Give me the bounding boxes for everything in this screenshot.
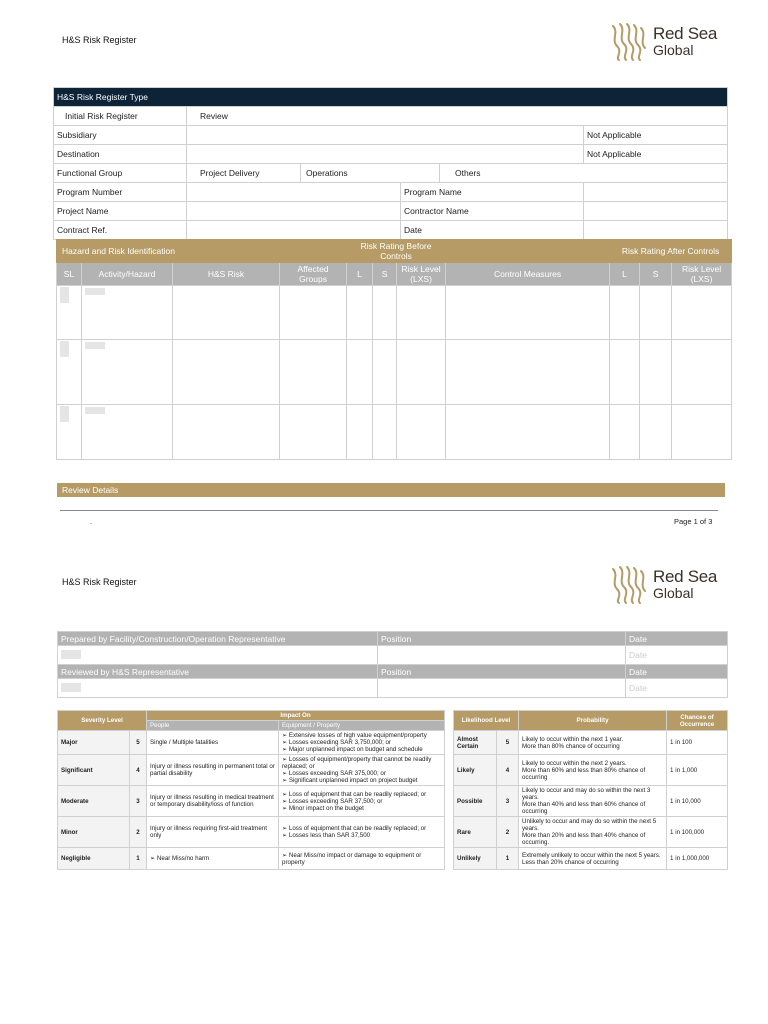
severity-number: 5 — [130, 731, 147, 755]
likelihood-name: Unlikely — [454, 848, 497, 870]
matrix-gap — [445, 711, 454, 870]
contract-ref-label: Contract Ref. — [54, 221, 187, 240]
footer-dot: . — [90, 517, 93, 526]
logo-mark-icon — [607, 22, 649, 62]
severity-name: Significant — [58, 755, 130, 786]
severity-name: Minor — [58, 817, 130, 848]
chances-header: Chances of Occurrence — [667, 711, 728, 731]
probability-header: Probability — [519, 711, 667, 731]
table-row — [57, 340, 732, 405]
option-initial-risk-register[interactable]: Initial Risk Register — [54, 107, 187, 126]
prepared-by-label: Prepared by Facility/Construction/Operation Representative — [58, 632, 378, 646]
row-risk-cell[interactable] — [173, 340, 280, 405]
severity-name: Moderate — [58, 786, 130, 817]
row-s-cell[interactable] — [373, 340, 397, 405]
severity-number: 1 — [130, 848, 147, 870]
page-title: H&S Risk Register — [62, 35, 137, 45]
reviewed-by-input[interactable] — [58, 679, 378, 698]
chance-value: 1 in 10,000 — [667, 786, 728, 817]
row-level2-cell[interactable] — [672, 286, 732, 340]
date-label: Date — [401, 221, 584, 240]
row-groups-cell[interactable] — [280, 286, 347, 340]
program-name-input[interactable] — [584, 183, 728, 202]
row-level-cell[interactable] — [397, 286, 446, 340]
probability-text: Likely to occur and may do so within the next 3 years. More than 40% and less than 60% chance of occurring — [519, 786, 667, 817]
row-controls-cell[interactable] — [446, 405, 610, 460]
matrix-row — [58, 817, 728, 848]
col-sl: SL — [57, 263, 82, 286]
chance-value: 1 in 1,000 — [667, 755, 728, 786]
likelihood-name: Likely — [454, 755, 497, 786]
signoff-table — [57, 631, 728, 698]
option-review[interactable]: Review — [187, 107, 728, 126]
row-controls-cell[interactable] — [446, 340, 610, 405]
people-impact: Injury or illness resulting in permanent total or partial disability — [147, 755, 279, 786]
destination-label: Destination — [54, 145, 187, 164]
probability-text: Likely to occur within the next 2 years. More than 60% and less than 80% chance of occurring — [519, 755, 667, 786]
matrix-row — [58, 848, 728, 870]
severity-name: Major — [58, 731, 130, 755]
logo-line2: Global — [653, 42, 694, 58]
likelihood-number: 2 — [497, 817, 519, 848]
risk-table — [56, 239, 732, 460]
people-impact: Injury or illness requiring first-aid treatment only — [147, 817, 279, 848]
functional-group-label: Functional Group — [54, 164, 187, 183]
row-risk-cell[interactable] — [173, 405, 280, 460]
row-activity-cell[interactable] — [82, 340, 173, 405]
program-number-input[interactable] — [187, 183, 401, 202]
likelihood-name: Rare — [454, 817, 497, 848]
chance-value: 1 in 100,000 — [667, 817, 728, 848]
position-label-2: Position — [378, 665, 626, 679]
row-l-cell[interactable] — [347, 405, 373, 460]
row-level2-cell[interactable] — [672, 340, 732, 405]
col-hs-risk: H&S Risk — [173, 263, 280, 286]
col-l-after: L — [610, 263, 640, 286]
col-s-after: S — [640, 263, 672, 286]
logo-mark-icon — [607, 565, 649, 605]
logo2-line1: Red Sea — [653, 567, 718, 586]
contractor-name-input[interactable] — [584, 202, 728, 221]
severity-level-header: Severity Level — [58, 711, 147, 731]
likelihood-number: 3 — [497, 786, 519, 817]
equipment-impact: ➢ Near Miss/no impact or damage to equipment or property — [279, 848, 445, 870]
equipment-impact: ➢ Loss of equipment that can be readily replaced; or ➢ Losses exceeding SAR 37,500; or ➢ Minor impact on the budget — [279, 786, 445, 817]
likelihood-level-header: Likelihood Level — [454, 711, 519, 731]
section-before-controls: Risk Rating Before Controls — [347, 240, 446, 263]
logo-line1: Red Sea — [653, 24, 718, 43]
row-level-cell[interactable] — [397, 405, 446, 460]
date-label-2: Date — [626, 665, 728, 679]
matrix-row — [58, 755, 728, 786]
row-level2-cell[interactable] — [672, 405, 732, 460]
logo2-line2: Global — [653, 585, 694, 601]
project-name-input[interactable] — [187, 202, 401, 221]
subsidiary-input[interactable] — [187, 126, 584, 145]
col-control-measures: Control Measures — [446, 263, 610, 286]
row-l2-cell[interactable] — [610, 340, 640, 405]
fg-option-operations[interactable]: Operations — [301, 164, 440, 183]
likelihood-number: 1 — [497, 848, 519, 870]
equipment-impact: ➢ Loss of equipment that can be readily replaced; or ➢ Losses less than SAR 37,500 — [279, 817, 445, 848]
row-sl-cell[interactable] — [57, 286, 82, 340]
fg-option-others[interactable]: Others — [440, 164, 728, 183]
severity-number: 2 — [130, 817, 147, 848]
section-after-controls: Risk Rating After Controls — [610, 240, 732, 263]
row-risk-cell[interactable] — [173, 286, 280, 340]
severity-number: 3 — [130, 786, 147, 817]
probability-text: Likely to occur within the next 1 year. More than 80% chance of occurring — [519, 731, 667, 755]
col-s-before: S — [373, 263, 397, 286]
col-affected-groups: Affected Groups — [280, 263, 347, 286]
section-gap — [446, 240, 610, 263]
row-s-cell[interactable] — [373, 405, 397, 460]
fg-option-project-delivery[interactable]: Project Delivery — [187, 164, 301, 183]
row-groups-cell[interactable] — [280, 340, 347, 405]
row-sl-cell[interactable] — [57, 405, 82, 460]
prepared-by-input[interactable] — [58, 646, 378, 665]
people-impact: ➢ Near Miss/no harm — [147, 848, 279, 870]
contractor-name-label: Contractor Name — [401, 202, 584, 221]
row-groups-cell[interactable] — [280, 405, 347, 460]
col-activity-hazard: Activity/Hazard — [82, 263, 173, 286]
date-input[interactable] — [584, 221, 728, 240]
row-sl-cell[interactable] — [57, 340, 82, 405]
equipment-impact: ➢ Extensive losses of high value equipment/property ➢ Losses exceeding SAR 3,750,000; or ➢ Major unplanned impact on budget and schedule — [279, 731, 445, 755]
reviewed-by-label: Reviewed by H&S Representative — [58, 665, 378, 679]
page-number: Page 1 of 3 — [674, 517, 713, 526]
row-l2-cell[interactable] — [610, 405, 640, 460]
destination-value[interactable]: Not Applicable — [584, 145, 728, 164]
program-number-label: Program Number — [54, 183, 187, 202]
people-impact: Injury or illness resulting in medical treatment or temporary disability/loss of function — [147, 786, 279, 817]
severity-name: Negligible — [58, 848, 130, 870]
impact-on-header: Impact On — [147, 711, 445, 721]
review-details-bar: Review Details — [57, 483, 725, 497]
row-l-cell[interactable] — [347, 286, 373, 340]
matrix-row — [58, 731, 728, 755]
row-s-cell[interactable] — [373, 286, 397, 340]
likelihood-name: Almost Certain — [454, 731, 497, 755]
contract-ref-input[interactable] — [187, 221, 401, 240]
footer-divider — [60, 510, 718, 511]
reviewed-date-input[interactable]: Date — [626, 679, 728, 698]
likelihood-name: Possible — [454, 786, 497, 817]
risk-matrix-table — [57, 710, 728, 870]
col-risk-level-before: Risk Level (LXS) — [397, 263, 446, 286]
section-hazard-risk: Hazard and Risk Identification — [57, 240, 347, 263]
project-name-label: Project Name — [54, 202, 187, 221]
page2-title: H&S Risk Register — [62, 577, 137, 587]
table-row — [57, 405, 732, 460]
probability-text: Extremely unlikely to occur within the next 5 years. Less than 20% chance of occurring — [519, 848, 667, 870]
row-activity-cell[interactable] — [82, 286, 173, 340]
people-header: People — [147, 721, 279, 731]
prepared-date-input[interactable]: Date — [626, 646, 728, 665]
col-l-before: L — [347, 263, 373, 286]
people-impact: Single / Multiple fatalities — [147, 731, 279, 755]
subsidiary-value[interactable]: Not Applicable — [584, 126, 728, 145]
row-s2-cell[interactable] — [640, 405, 672, 460]
position-label: Position — [378, 632, 626, 646]
program-name-label: Program Name — [401, 183, 584, 202]
register-info-table — [53, 87, 728, 240]
matrix-row — [58, 786, 728, 817]
reviewed-position-input[interactable] — [378, 679, 626, 698]
row-controls-cell[interactable] — [446, 286, 610, 340]
probability-text: Unlikely to occur and may do so within the next 5 years. More than 20% and less than 40% chance of occurring. — [519, 817, 667, 848]
row-s2-cell[interactable] — [640, 286, 672, 340]
company-logo-2 — [607, 565, 717, 605]
row-l2-cell[interactable] — [610, 286, 640, 340]
row-level-cell[interactable] — [397, 340, 446, 405]
row-activity-cell[interactable] — [82, 405, 173, 460]
table-row — [57, 286, 732, 340]
likelihood-number: 5 — [497, 731, 519, 755]
register-type-header: H&S Risk Register Type — [54, 88, 728, 107]
equipment-header: Equipment / Property — [279, 721, 445, 731]
chance-value: 1 in 100 — [667, 731, 728, 755]
row-l-cell[interactable] — [347, 340, 373, 405]
prepared-position-input[interactable] — [378, 646, 626, 665]
severity-number: 4 — [130, 755, 147, 786]
row-s2-cell[interactable] — [640, 340, 672, 405]
company-logo — [607, 22, 717, 62]
subsidiary-label: Subsidiary — [54, 126, 187, 145]
col-risk-level-after: Risk Level (LXS) — [672, 263, 732, 286]
likelihood-number: 4 — [497, 755, 519, 786]
chance-value: 1 in 1,000,000 — [667, 848, 728, 870]
equipment-impact: ➢ Losses of equipment/property that cannot be readily replaced; or ➢ Losses exceeding SAR 375,000; or ➢ Significant unplanned impact on project budget — [279, 755, 445, 786]
destination-input[interactable] — [187, 145, 584, 164]
date-label-1: Date — [626, 632, 728, 646]
